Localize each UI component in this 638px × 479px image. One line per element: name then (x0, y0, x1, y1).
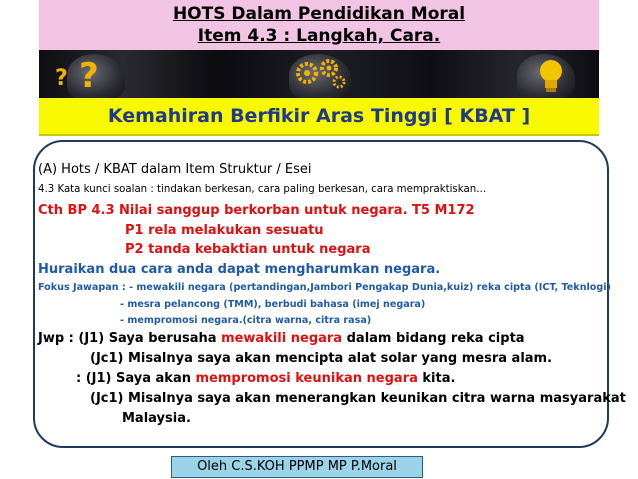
answer-j1-highlight: mewakili negara (221, 331, 343, 346)
example-line: Cth BP 4.3 Nilai sanggup berkorban untuk negara. T5 M172 (38, 203, 475, 218)
keyword-line: 4.3 Kata kunci soalan : tindakan berkesan, cara paling berkesan, cara mempraktiskan… (38, 184, 487, 195)
kbat-heading: Kemahiran Berfikir Aras Tinggi [ KBAT ] (39, 98, 599, 136)
answer-j1 (38, 331, 525, 346)
answer-j1-tail: dalam bidang reka cipta (342, 331, 525, 346)
focus-answer-item-3: - mempromosi negara.(citra warna, citra rasa) (120, 315, 372, 326)
answer-j1-second-tail: kita. (417, 371, 456, 386)
answer-j1-second-highlight: mempromosi keunikan negara (195, 371, 418, 386)
author-footer: Oleh C.S.KOH PPMP MP P.Moral (171, 456, 423, 478)
gears-icon (291, 56, 351, 90)
page-title: HOTS Dalam Pendidikan Moral (172, 4, 466, 24)
answer-j1-text: Jwp : (J1) Saya berusaha (38, 331, 222, 346)
intro-line: (A) Hots / KBAT dalam Item Struktur / Esei (38, 162, 312, 177)
answer-j1-second-text: : (J1) Saya akan (76, 371, 196, 386)
banner-image (39, 50, 599, 98)
title-box (39, 0, 599, 50)
answer-j1-second (76, 371, 455, 386)
question-mark-small-icon: ? (55, 66, 68, 91)
answer-jc1-second-cont: Malaysia. (122, 411, 191, 426)
lightbulb-icon (533, 56, 569, 96)
question-mark-icon: ? (79, 56, 99, 96)
page-subtitle: Item 4.3 : Langkah, Cara. (197, 26, 441, 46)
focus-answer-item-2: - mesra pelancong (TMM), berbudi bahasa (imej negara) (120, 299, 426, 310)
point-p1: P1 rela melakukan sesuatu (125, 223, 324, 238)
point-p2: P2 tanda kebaktian untuk negara (125, 242, 371, 257)
question-line: Huraikan dua cara anda dapat mengharumkan negara. (38, 262, 441, 277)
answer-jc1-second: (Jc1) Misalnya saya akan menerangkan keunikan citra warna masyarakat (90, 391, 626, 406)
focus-answer-line: Fokus Jawapan : - mewakili negara (pertandingan,Jambori Pengakap Dunia,kuiz) reka cipta (ICT, Teknlogi) (38, 282, 611, 293)
answer-jc1: (Jc1) Misalnya saya akan mencipta alat solar yang mesra alam. (90, 351, 553, 366)
